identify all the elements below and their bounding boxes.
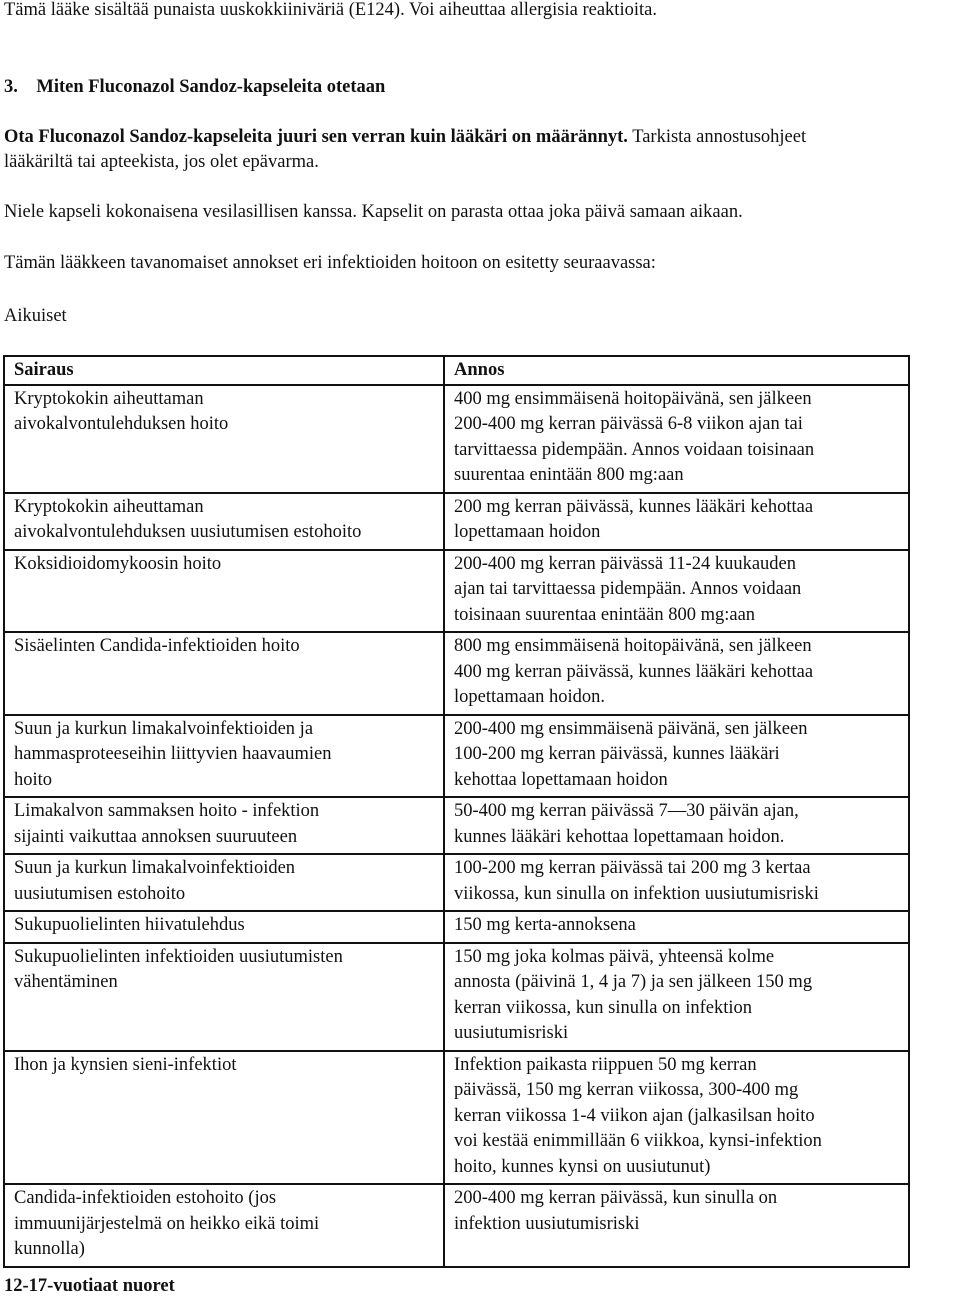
table-row bbox=[4, 715, 909, 798]
dose-cell bbox=[444, 797, 909, 854]
dose-text: 100-200 mg kerran päivässä tai 200 mg 3 kertaa viikossa, kun sinulla on infektion uusiutumisriski bbox=[454, 858, 819, 904]
condition-cell bbox=[4, 943, 444, 1051]
condition-text: Sisäelinten Candida-infektioiden hoito bbox=[14, 636, 300, 656]
dose-cell bbox=[444, 1051, 909, 1185]
dose-text: 200-400 mg ensimmäisenä päivänä, sen jälkeen 100-200 mg kerran päivässä, kunnes lääkäri kehottaa lopettamaan hoidon bbox=[454, 718, 808, 790]
dosage-instruction-emphasis: Ota Fluconazol Sandoz-kapseleita juuri sen verran kuin lääkäri on määrännyt. bbox=[4, 127, 628, 147]
condition-text: Candida-infektioiden estohoito (jos immuunijärjestelmä on heikko eikä toimi kunnolla) bbox=[14, 1188, 320, 1259]
dose-text: 150 mg kerta-annoksena bbox=[454, 915, 636, 935]
table-row bbox=[4, 385, 909, 493]
condition-cell bbox=[4, 797, 444, 854]
condition-cell bbox=[4, 493, 444, 550]
dose-cell bbox=[444, 385, 909, 493]
header-condition: Sairaus bbox=[4, 356, 444, 385]
condition-text: Sukupuolielinten hiivatulehdus bbox=[14, 915, 245, 935]
condition-text: Ihon ja kynsien sieni-infektiot bbox=[14, 1054, 237, 1075]
condition-cell bbox=[4, 632, 444, 715]
condition-cell bbox=[4, 1184, 444, 1267]
dose-text: 400 mg ensimmäisenä hoitopäivänä, sen jälkeen 200-400 mg kerran päivässä 6-8 viikon ajan tai tarvittaessa pidempään. Annos voidaan toisinaan suurentaa enintään 800 mg:aan bbox=[454, 388, 815, 485]
dosage-instruction bbox=[4, 125, 806, 149]
dosage-table bbox=[3, 355, 910, 1268]
condition-text: Kryptokokin aiheuttaman aivokalvontulehduksen hoito bbox=[14, 388, 229, 434]
dose-cell bbox=[444, 632, 909, 715]
dose-text: 50-400 mg kerran päivässä 7—30 päivän ajan, kunnes lääkäri kehottaa lopettamaan hoidon. bbox=[454, 801, 799, 847]
table-row bbox=[4, 911, 909, 943]
dose-text: 200-400 mg kerran päivässä 11-24 kuukauden ajan tai tarvittaessa pidempään. Annos voidaan toisinaan suurentaa enintään 800 mg:aan bbox=[454, 553, 802, 625]
condition-text: Suun ja kurkun limakalvoinfektioiden ja hammasproteeseihin liittyvien haavaumien hoito bbox=[14, 718, 332, 790]
header-dose: Annos bbox=[444, 356, 909, 385]
section-heading: 3. Miten Fluconazol Sandoz-kapseleita otetaan bbox=[4, 77, 386, 97]
dose-text: 200 mg kerran päivässä, kunnes lääkäri kehottaa lopettamaan hoidon bbox=[454, 496, 814, 542]
condition-cell bbox=[4, 385, 444, 493]
condition-cell bbox=[4, 550, 444, 633]
dosage-table-body bbox=[4, 356, 909, 1267]
condition-text: Limakalvon sammaksen hoito - infektion sijainti vaikuttaa annoksen suuruuteen bbox=[14, 801, 320, 847]
table-row bbox=[4, 550, 909, 633]
table-header-row bbox=[4, 356, 909, 385]
condition-cell bbox=[4, 911, 444, 943]
condition-text: Suun ja kurkun limakalvoinfektioiden uusiutumisen estohoito bbox=[14, 858, 296, 904]
dose-text: Infektion paikasta riippuen 50 mg kerran päivässä, 150 mg kerran viikossa, 300-400 mg kerran viikossa 1-4 viikon ajan (jalkasilsan hoito voi kestää enimmillään 6 viikkoa, kynsi-infektion hoito, kunnes kynsi on uusiutunut) bbox=[454, 1054, 822, 1177]
dose-cell bbox=[444, 1184, 909, 1267]
dose-cell bbox=[444, 550, 909, 633]
table-row bbox=[4, 493, 909, 550]
doses-intro: Tämän lääkkeen tavanomaiset annokset eri infektioiden hoitoon on esitetty seuraavassa: bbox=[4, 253, 656, 273]
teens-heading: 12-17-vuotiaat nuoret bbox=[4, 1276, 175, 1296]
condition-text: Kryptokokin aiheuttaman aivokalvontulehduksen uusiutumisen estohoito bbox=[14, 496, 362, 542]
dose-cell bbox=[444, 911, 909, 943]
dose-text: 800 mg ensimmäisenä hoitopäivänä, sen jälkeen 400 mg kerran päivässä, kunnes lääkäri kehottaa lopettamaan hoidon. bbox=[454, 636, 814, 707]
dose-cell bbox=[444, 854, 909, 911]
dose-text: 200-400 mg kerran päivässä, kun sinulla on infektion uusiutumisriski bbox=[454, 1188, 778, 1234]
swallow-note: Niele kapseli kokonaisena vesilasillisen kanssa. Kapselit on parasta ottaa joka päivä samaan aikaan. bbox=[4, 202, 743, 222]
table-row bbox=[4, 1184, 909, 1267]
adults-heading: Aikuiset bbox=[4, 306, 67, 326]
table-row bbox=[4, 632, 909, 715]
dosage-instruction-line2: lääkäriltä tai apteekista, jos olet epävarma. bbox=[4, 152, 319, 172]
condition-text: Sukupuolielinten infektioiden uusiutumisten vähentäminen bbox=[14, 946, 343, 992]
allergy-note: Tämä lääke sisältää punaista uuskokkiiniväriä (E124). Voi aiheuttaa allergisia reaktioita. bbox=[4, 0, 657, 20]
condition-text: Koksidioidomykoosin hoito bbox=[14, 553, 222, 574]
dose-cell bbox=[444, 943, 909, 1051]
table-row bbox=[4, 1051, 909, 1185]
table-row bbox=[4, 943, 909, 1051]
condition-cell bbox=[4, 715, 444, 798]
dose-text: 150 mg joka kolmas päivä, yhteensä kolme annosta (päivinä 1, 4 ja 7) ja sen jälkeen 150 mg kerran viikossa, kun sinulla on infektion uusiutumisriski bbox=[454, 946, 813, 1043]
table-row bbox=[4, 854, 909, 911]
dosage-instruction-rest: Tarkista annostusohjeet bbox=[627, 127, 807, 147]
dose-cell bbox=[444, 715, 909, 798]
condition-cell bbox=[4, 854, 444, 911]
table-row bbox=[4, 797, 909, 854]
condition-cell bbox=[4, 1051, 444, 1185]
dose-cell bbox=[444, 493, 909, 550]
